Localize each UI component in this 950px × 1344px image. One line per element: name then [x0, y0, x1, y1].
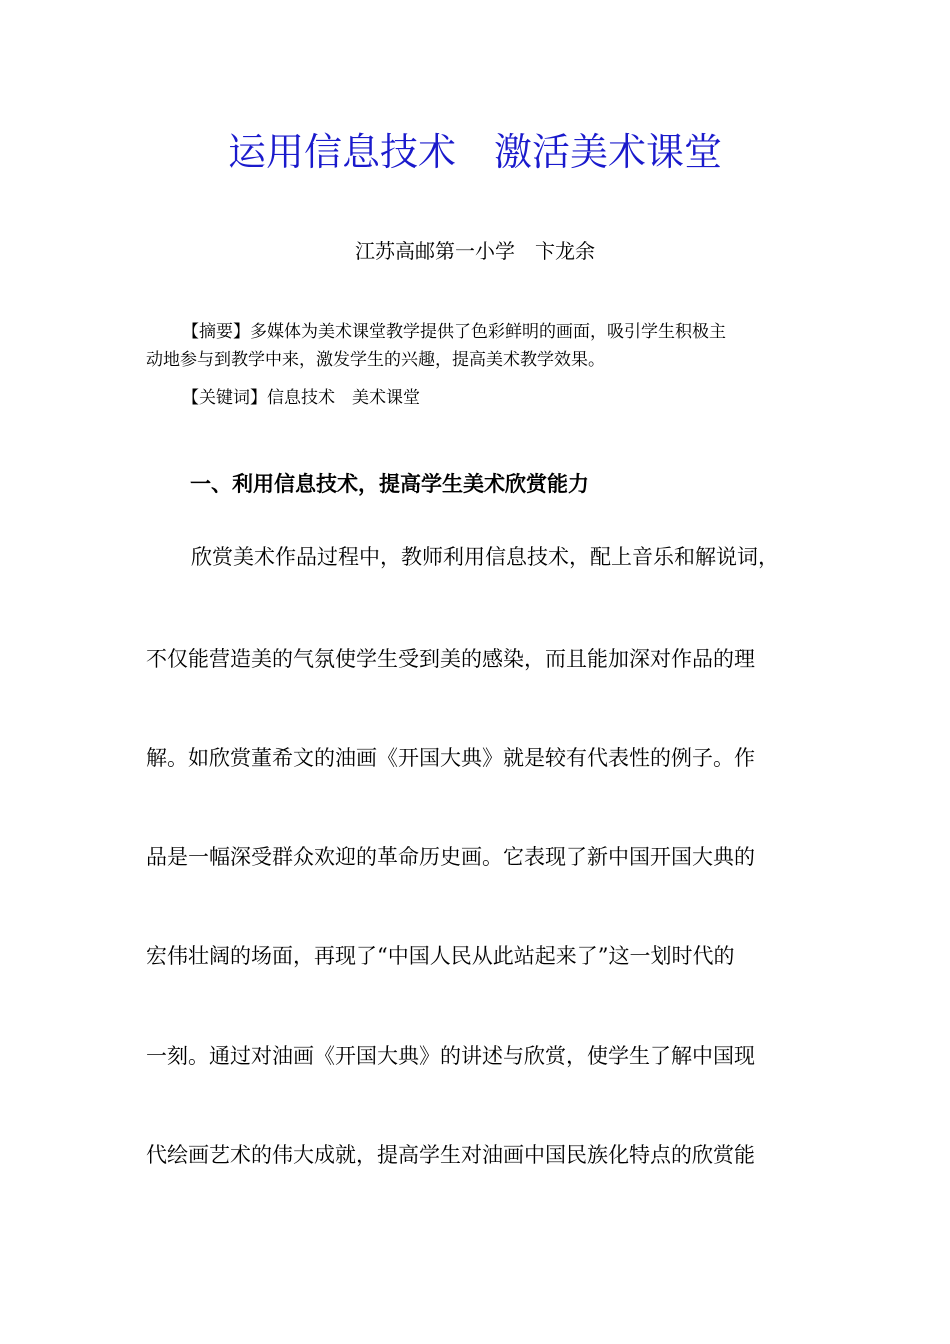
body-line: 欣赏美术作品过程中，教师利用信息技术，配上音乐和解说词，: [170, 545, 779, 569]
body-line: 宏伟壮阔的场面，再现了“中国人民从此站起来了”这一划时代的: [146, 944, 735, 968]
body-line: 品是一幅深受群众欢迎的革命历史画。它表现了新中国开国大典的: [146, 845, 755, 869]
abstract-line-1: 【摘要】多媒体为美术课堂教学提供了色彩鲜明的画面，吸引学生积极主: [182, 322, 726, 342]
body-line: 不仅能营造美的气氛使学生受到美的感染，而且能加深对作品的理: [146, 647, 755, 671]
body-line: 一刻。通过对油画《开国大典》的讲述与欣赏，使学生了解中国现: [146, 1044, 755, 1068]
body-line: 代绘画艺术的伟大成就，提高学生对油画中国民族化特点的欣赏能: [146, 1143, 755, 1167]
body-line: 解。如欣赏董希文的油画《开国大典》就是较有代表性的例子。作: [146, 746, 755, 770]
author-line: 江苏高邮第一小学 卞龙余: [355, 239, 595, 263]
abstract-line-2: 动地参与到教学中来，激发学生的兴趣，提高美术教学效果。: [146, 350, 605, 370]
section-heading-1: 一、利用信息技术，提高学生美术欣赏能力: [190, 472, 589, 496]
abstract: [146, 318, 806, 374]
document-title: 运用信息技术 激活美术课堂: [227, 130, 722, 174]
keywords: 【关键词】信息技术 美术课堂: [182, 388, 420, 408]
